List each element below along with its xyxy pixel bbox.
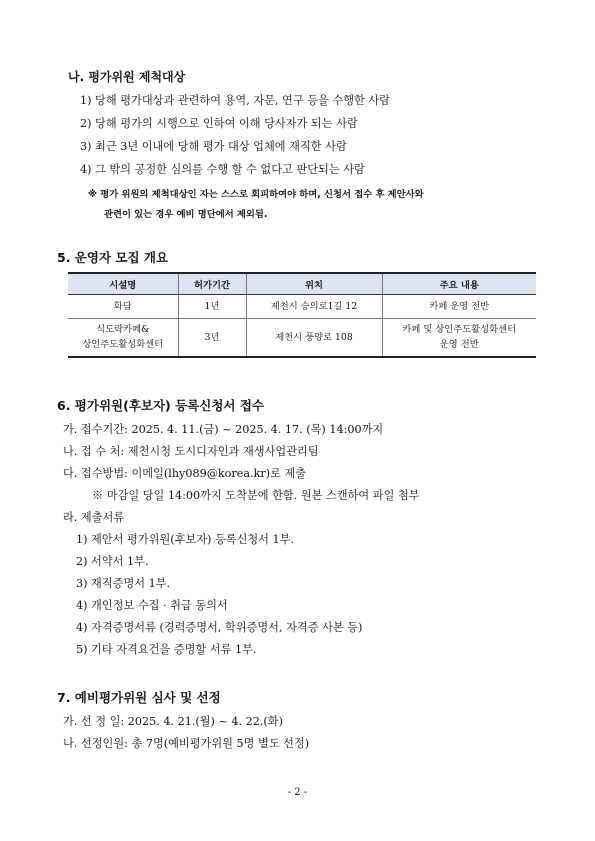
period-cell: 3년 — [178, 319, 246, 357]
page-number: - 2 - — [287, 787, 308, 798]
column-header: 위치 — [246, 273, 382, 295]
column-header: 시설명 — [68, 273, 178, 295]
facility-line: 식도락카페& — [96, 324, 150, 336]
content-line: 카페 및 상인주도활성화센터 — [402, 324, 517, 336]
content-line: 운영 전반 — [439, 339, 479, 351]
selection-count: 나. 선정인원: 총 7명(예비평가위원 5명 별도 선정) — [63, 737, 310, 750]
column-header: 주요 내용 — [382, 273, 536, 295]
table-row — [68, 319, 536, 357]
exclusion-note-line1: ※ 평가 위원의 제척대상인 자는 스스로 회피하여야 하며, 신청서 접수 후 제안사와 — [88, 189, 424, 200]
table-header-row — [68, 273, 536, 295]
submission-method: 다. 접수방법: 이메일(lhy089@korea.kr)로 제출 — [63, 467, 307, 480]
exclusion-item: 2) 당해 평가의 시행으로 인하여 이해 당사자가 되는 사람 — [80, 117, 358, 130]
table-row — [68, 295, 536, 319]
document-item: 4) 자격증명서류 (경력증명서, 학위증명서, 자격증 사본 등) — [76, 621, 363, 634]
document-item: 5) 기타 자격요건을 증명할 서류 1부. — [76, 643, 257, 656]
submission-period: 가. 접수기간: 2025. 4. 11.(금) ~ 2025. 4. 17. (목) 14:00까지 — [63, 423, 384, 436]
facility-cell — [68, 319, 178, 357]
exclusion-item: 4) 그 밖의 공정한 심의를 수행 할 수 없다고 판단되는 사람 — [80, 163, 365, 176]
selection-date: 가. 선 정 일: 2025. 4. 21.(월) ~ 4. 22.(화) — [63, 715, 283, 728]
location-cell: 제천시 풍양로 108 — [246, 319, 382, 357]
submission-office: 나. 접 수 처: 제천시청 도시디자인과 재생사업관리팀 — [63, 445, 319, 458]
document-item: 1) 제안서 평가위원(후보자) 등록신청서 1부. — [76, 533, 295, 546]
document-item: 2) 서약서 1부. — [76, 555, 149, 568]
section-na-title: 나. 평가위원 제척대상 — [68, 70, 186, 84]
content-cell — [382, 319, 536, 357]
exclusion-note-line2: 관련이 있는 경우 예비 명단에서 제외됨. — [104, 209, 268, 220]
exclusion-item: 3) 최근 3년 이내에 당해 평가 대상 업체에 재직한 사람 — [80, 140, 347, 153]
exclusion-item: 1) 당해 평가대상과 관련하여 용역, 자문, 연구 등을 수행한 사람 — [80, 94, 390, 107]
column-header: 허가기간 — [178, 273, 246, 295]
documents-heading: 라. 제출서류 — [63, 511, 125, 524]
section-5-title: 5. 운영자 모집 개요 — [57, 250, 169, 265]
section-7-title: 7. 예비평가위원 심사 및 선정 — [57, 690, 221, 705]
submission-note: ※ 마감일 당일 14:00까지 도착분에 한함. 원본 스캔하여 파일 첨부 — [92, 489, 420, 502]
location-cell: 제천시 승의로1길 12 — [246, 295, 382, 319]
document-item: 4) 개인정보 수집 · 취급 동의서 — [76, 599, 228, 612]
facility-line: 상인주도활성화센터 — [82, 339, 164, 351]
content-cell: 카페 운영 전반 — [382, 295, 536, 319]
operator-table — [68, 272, 536, 358]
period-cell: 1년 — [178, 295, 246, 319]
document-item: 3) 재직증명서 1부. — [76, 577, 171, 590]
facility-cell: 화담 — [68, 295, 178, 319]
section-6-title: 6. 평가위원(후보자) 등록신청서 접수 — [57, 398, 264, 413]
